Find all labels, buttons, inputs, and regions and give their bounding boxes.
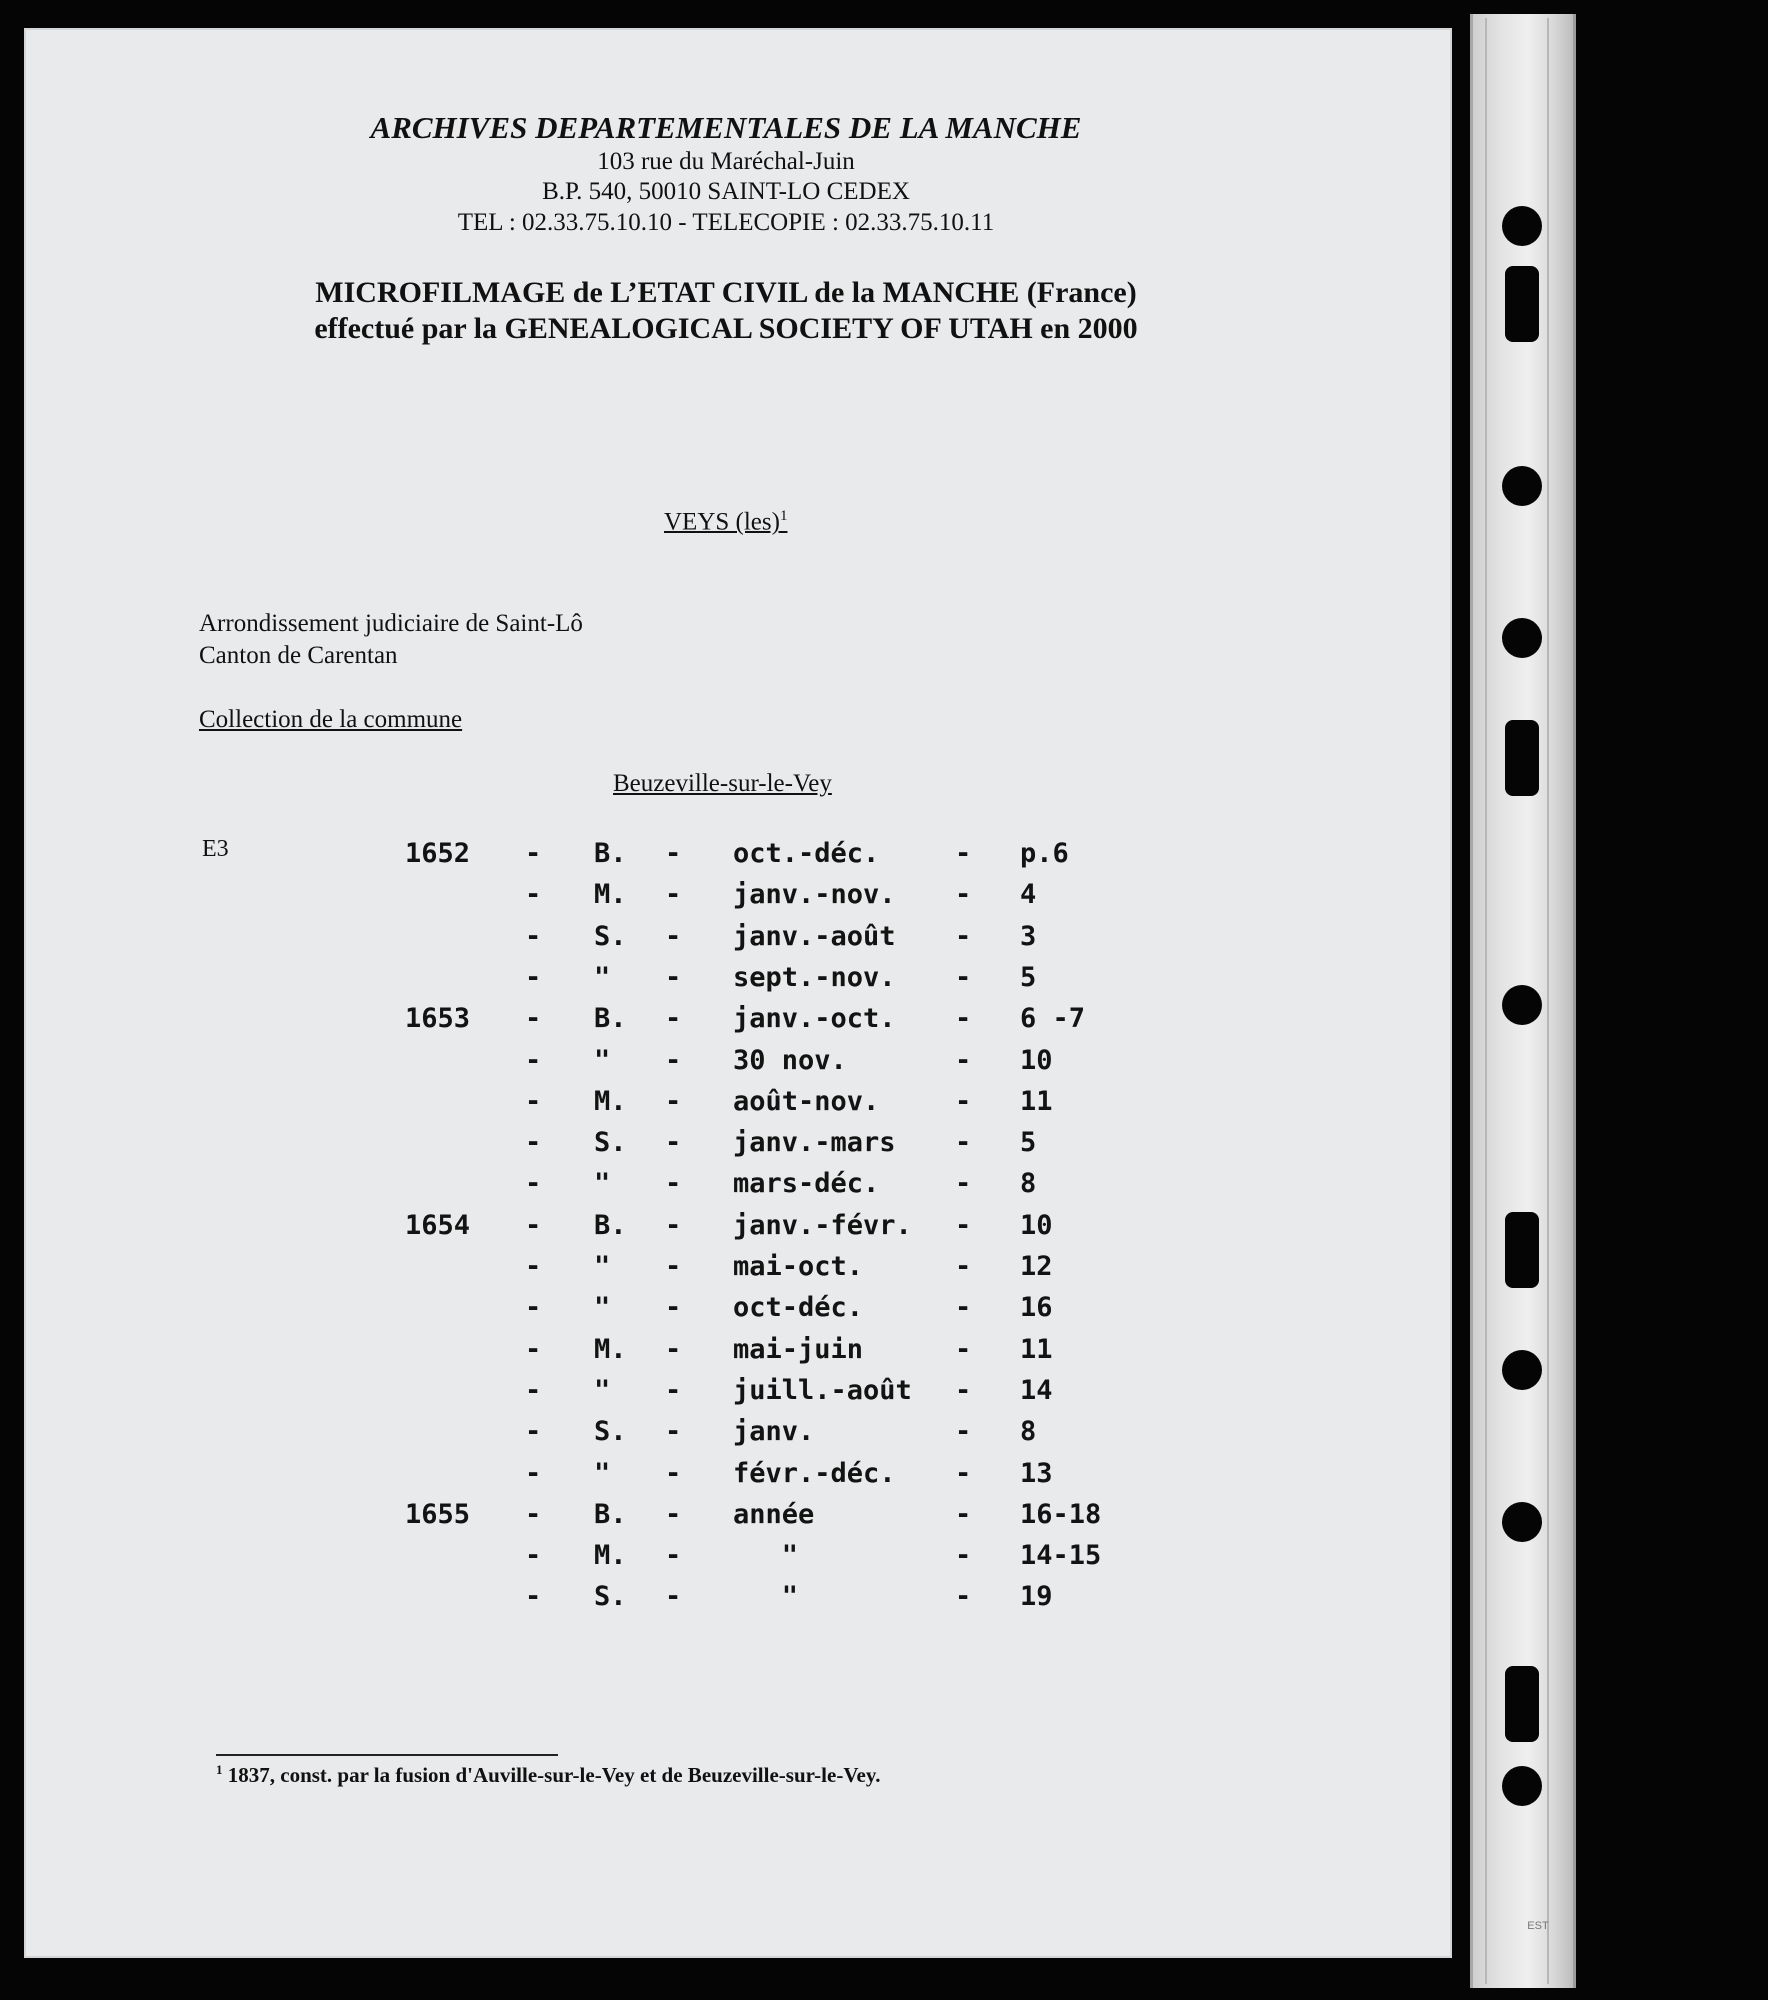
record-type: B.	[594, 1209, 627, 1241]
record-separator: -	[955, 1581, 972, 1613]
record-separator: -	[525, 920, 542, 952]
record-separator: -	[525, 1168, 542, 1200]
record-type: M.	[594, 879, 627, 911]
record-separator: -	[955, 961, 972, 993]
record-separator: -	[665, 1251, 682, 1282]
record-separator: -	[525, 1085, 542, 1117]
record-period: août-nov.	[733, 1085, 880, 1117]
record-pages: 19	[1020, 1581, 1053, 1613]
record-pages: p.6	[1020, 838, 1069, 869]
record-pages: 8	[1020, 1416, 1037, 1448]
record-period: janv.-mars	[733, 1127, 896, 1159]
commune-name: VEYS (les)$^1$	[664, 508, 788, 536]
record-separator: -	[525, 1209, 542, 1241]
sleeve-label: EST	[1527, 1920, 1549, 1932]
record-separator: -	[525, 1374, 542, 1406]
record-year: 1655	[405, 1498, 471, 1530]
record-separator: -	[665, 961, 682, 993]
record-separator: -	[955, 1498, 972, 1530]
binder-hole	[1502, 206, 1542, 246]
binder-hole	[1502, 1766, 1542, 1806]
record-separator: -	[955, 1292, 972, 1324]
record-pages: 6 -7	[1020, 1003, 1086, 1035]
record-separator: -	[525, 1003, 542, 1035]
record-separator: -	[955, 1168, 972, 1200]
record-type: "	[594, 1251, 611, 1282]
record-separator: -	[525, 1044, 542, 1076]
binder-slot	[1505, 720, 1539, 796]
footnote-rule	[216, 1754, 558, 1756]
record-pages: 10	[1020, 1044, 1053, 1076]
record-type: "	[594, 1457, 611, 1489]
record-separator: -	[525, 1498, 542, 1530]
record-type: "	[594, 1168, 611, 1200]
record-separator: -	[665, 1044, 682, 1076]
record-separator: -	[955, 1416, 972, 1448]
record-period: janv.	[733, 1416, 815, 1448]
record-separator: -	[665, 1292, 682, 1324]
record-pages: 11	[1020, 1333, 1053, 1365]
record-separator: -	[525, 1581, 542, 1613]
arrondissement: Arrondissement judiciaire de Saint-Lô	[199, 610, 583, 637]
archive-name: ARCHIVES DEPARTEMENTALES DE LA MANCHE	[370, 110, 1082, 145]
record-separator: -	[525, 1127, 542, 1159]
record-separator: -	[955, 1540, 972, 1572]
record-type: "	[594, 961, 611, 993]
record-separator: -	[665, 1003, 682, 1035]
record-pages: 3	[1020, 920, 1037, 952]
record-pages: 11	[1020, 1085, 1053, 1117]
record-year: 1653	[405, 1003, 471, 1035]
record-type: S.	[594, 1581, 627, 1613]
record-separator: -	[525, 838, 542, 869]
record-pages: 16	[1020, 1292, 1053, 1324]
binder-slot	[1505, 1212, 1539, 1288]
record-separator: -	[525, 1457, 542, 1489]
record-pages: 4	[1020, 879, 1037, 911]
record-separator: -	[955, 838, 972, 869]
record-type: B.	[594, 1498, 627, 1530]
record-type: "	[594, 1292, 611, 1324]
record-separator: -	[665, 879, 682, 911]
binder-hole	[1502, 985, 1542, 1025]
record-separator: -	[665, 1540, 682, 1572]
record-separator: -	[665, 1374, 682, 1406]
footnote: $^1$ 1837, const. par la fusion d'Auville-sur-le-Vey et de Beuzeville-sur-le-Vey.	[216, 1762, 881, 1787]
record-separator: -	[955, 1085, 972, 1117]
record-period: "	[733, 1581, 799, 1613]
record-pages: 13	[1020, 1457, 1053, 1489]
record-period: année	[733, 1498, 815, 1530]
record-pages: 16-18	[1020, 1498, 1102, 1530]
record-period: juill.-août	[733, 1374, 912, 1406]
binder-hole	[1502, 1350, 1542, 1390]
record-separator: -	[665, 1168, 682, 1200]
record-period: "	[733, 1540, 799, 1572]
record-type: M.	[594, 1540, 627, 1572]
binder-hole	[1502, 466, 1542, 506]
record-separator: -	[955, 1251, 972, 1282]
record-period: févr.-déc.	[733, 1457, 896, 1489]
record-type: S.	[594, 1416, 627, 1448]
record-type: B.	[594, 838, 627, 869]
binder-hole	[1502, 1502, 1542, 1542]
record-period: 30 nov.	[733, 1044, 847, 1076]
subcommune-name: Beuzeville-sur-le-Vey	[613, 770, 832, 797]
record-period: janv.-nov.	[733, 879, 896, 911]
collection-label: Collection de la commune	[199, 706, 463, 733]
binder-hole	[1502, 618, 1542, 658]
title-line-2: effectué par la GENEALOGICAL SOCIETY OF UTAH en 2000	[314, 312, 1138, 345]
record-period: mars-déc.	[733, 1168, 880, 1200]
record-separator: -	[665, 1209, 682, 1241]
record-separator: -	[955, 1127, 972, 1159]
record-separator: -	[665, 920, 682, 952]
record-separator: -	[665, 1127, 682, 1159]
binder-slot	[1505, 1666, 1539, 1742]
record-type: "	[594, 1044, 611, 1076]
record-pages: 10	[1020, 1209, 1053, 1241]
record-year: 1654	[405, 1209, 471, 1241]
address-street: 103 rue du Maréchal-Juin	[597, 148, 855, 175]
record-period: mai-oct.	[733, 1251, 864, 1282]
record-separator: -	[665, 1498, 682, 1530]
record-separator: -	[525, 1292, 542, 1324]
record-separator: -	[665, 1333, 682, 1365]
record-pages: 5	[1020, 961, 1037, 993]
record-type: B.	[594, 1003, 627, 1035]
record-type: S.	[594, 1127, 627, 1159]
archive-cote: E3	[202, 836, 229, 862]
record-type: "	[594, 1374, 611, 1406]
record-period: janv.-oct.	[733, 1003, 896, 1035]
title-line-1: MICROFILMAGE de L’ETAT CIVIL de la MANCHE (France)	[315, 276, 1137, 309]
record-period: oct.-déc.	[733, 838, 880, 869]
canton: Canton de Carentan	[199, 642, 398, 669]
record-period: sept.-nov.	[733, 961, 896, 993]
record-period: mai-juin	[733, 1333, 864, 1365]
record-pages: 5	[1020, 1127, 1037, 1159]
record-separator: -	[525, 1333, 542, 1365]
record-separator: -	[665, 1416, 682, 1448]
record-separator: -	[955, 1333, 972, 1365]
binder-slot	[1505, 266, 1539, 342]
record-separator: -	[665, 1581, 682, 1613]
record-period: oct-déc.	[733, 1292, 864, 1324]
record-separator: -	[525, 1540, 542, 1572]
record-separator: -	[525, 1251, 542, 1282]
record-separator: -	[955, 1457, 972, 1489]
record-separator: -	[525, 1416, 542, 1448]
record-type: S.	[594, 920, 627, 952]
record-pages: 12	[1020, 1251, 1053, 1282]
record-period: janv.-août	[733, 920, 896, 952]
record-pages: 14-15	[1020, 1540, 1102, 1572]
record-separator: -	[525, 961, 542, 993]
record-type: M.	[594, 1333, 627, 1365]
address-postal: B.P. 540, 50010 SAINT-LO CEDEX	[542, 178, 910, 205]
record-separator: -	[665, 1085, 682, 1117]
record-separator: -	[955, 1044, 972, 1076]
record-separator: -	[955, 1209, 972, 1241]
record-separator: -	[525, 879, 542, 911]
record-pages: 14	[1020, 1374, 1053, 1406]
record-year: 1652	[405, 838, 471, 869]
record-separator: -	[955, 920, 972, 952]
contact-line: TEL : 02.33.75.10.10 - TELECOPIE : 02.33.75.10.11	[457, 209, 995, 236]
record-separator: -	[955, 1003, 972, 1035]
record-pages: 8	[1020, 1168, 1037, 1200]
record-type: M.	[594, 1085, 627, 1117]
record-period: janv.-févr.	[733, 1209, 912, 1241]
record-separator: -	[955, 1374, 972, 1406]
record-separator: -	[665, 1457, 682, 1489]
record-separator: -	[955, 879, 972, 911]
record-separator: -	[665, 838, 682, 869]
